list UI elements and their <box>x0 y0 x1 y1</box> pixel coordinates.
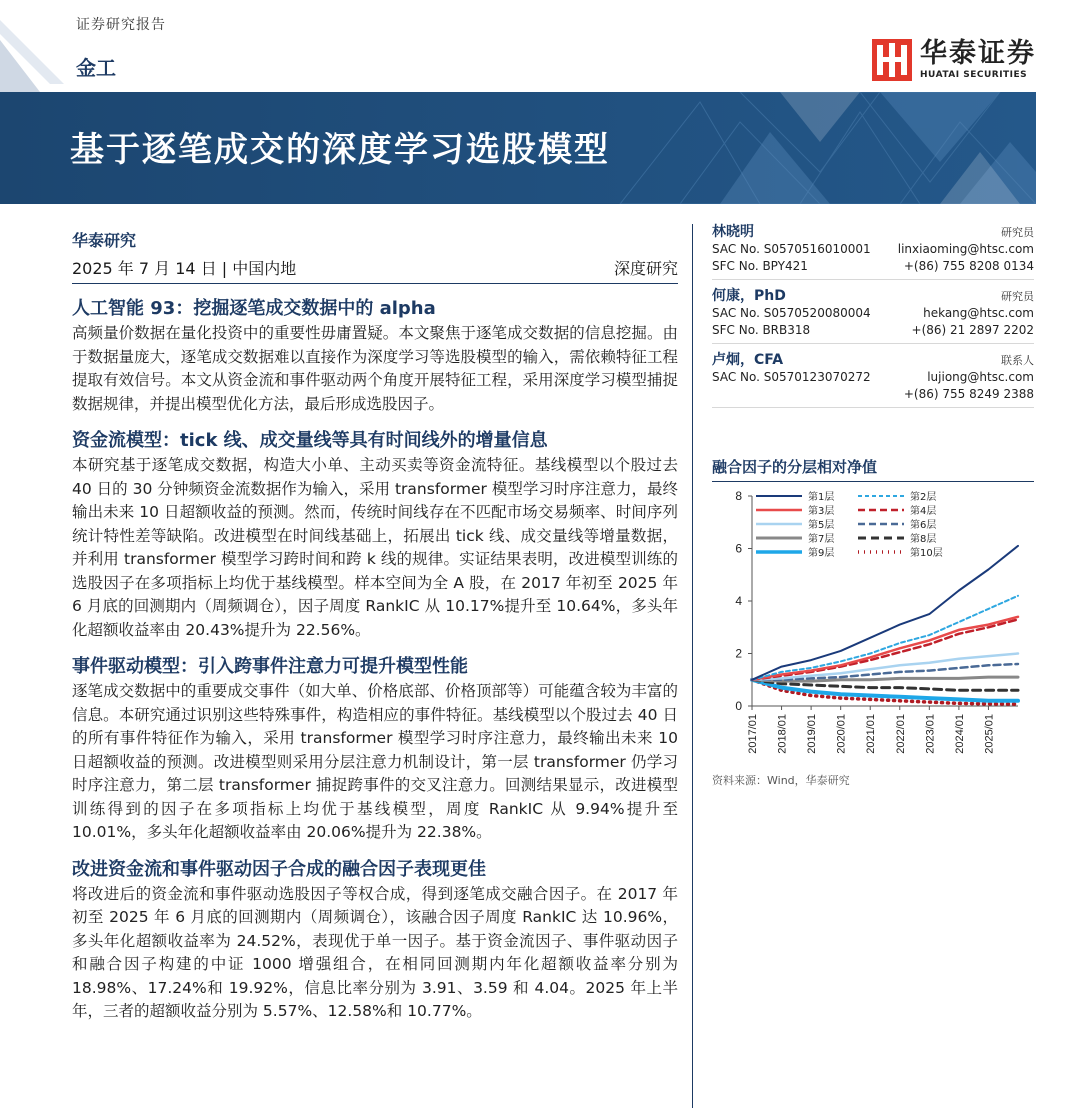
logo-text-cn: 华泰证券 <box>920 38 1036 69</box>
legend-label: 第10层 <box>910 548 943 559</box>
analyst-sfc: SFC No. BRB318 <box>712 323 811 337</box>
chart-source: 资料来源：Wind，华泰研究 <box>712 774 850 787</box>
x-tick-label: 2020/01 <box>835 714 848 754</box>
page-title: 基于逐笔成交的深度学习选股模型 <box>70 130 610 170</box>
chart-area <box>712 484 1034 766</box>
section-heading: 事件驱动模型：引入跨事件注意力可提升模型性能 <box>72 656 468 677</box>
legend-label: 第7层 <box>808 534 835 545</box>
analyst-email[interactable]: lujiong@htsc.com <box>927 370 1034 384</box>
x-tick-label: 2019/01 <box>806 714 819 754</box>
y-tick-label: 8 <box>735 489 742 503</box>
x-tick-label: 2018/01 <box>776 714 789 754</box>
analyst-phone: +(86) 21 2897 2202 <box>911 323 1034 337</box>
analyst-email[interactable]: hekang@htsc.com <box>923 306 1034 320</box>
legend-label: 第2层 <box>910 492 937 503</box>
x-tick-label: 2025/01 <box>983 714 996 754</box>
y-tick-label: 0 <box>735 699 742 713</box>
analyst-sfc: SFC No. BPY421 <box>712 259 808 273</box>
legend-label: 第9层 <box>808 548 835 559</box>
legend-label: 第8层 <box>910 534 937 545</box>
legend-label: 第5层 <box>808 520 835 531</box>
section-heading: 人工智能 93：挖掘逐笔成交数据中的 alpha <box>72 298 436 319</box>
section-ai93 <box>72 296 678 416</box>
layered-nav-chart <box>712 484 1034 766</box>
section-heading: 资金流模型：tick 线、成交量线等具有时间线外的增量信息 <box>72 430 548 451</box>
analyst-name: 何康，PhD <box>712 288 786 304</box>
analyst-panel <box>712 224 1034 416</box>
section-heading: 改进资金流和事件驱动因子合成的融合因子表现更佳 <box>72 858 486 880</box>
x-tick-label: 2017/01 <box>747 714 759 754</box>
y-tick-label: 4 <box>735 594 742 608</box>
analyst-role: 研究员 <box>1001 226 1034 239</box>
report-type-label: 证券研究报告 <box>76 17 166 33</box>
section-fusion-factor <box>72 857 678 1024</box>
analyst-name: 林晓明 <box>712 224 754 240</box>
x-tick-label: 2022/01 <box>894 714 907 754</box>
section-body: 逐笔成交数据中的重要成交事件（如大单、价格底部、价格顶部等）可能蕴含较为丰富的信息。本研究通过识别这些特殊事件，构造相应的事件特征。基线模型以个股过去 40 日的所有事件特征作为输入，采用 transformer 模型学习时序注意力，最终输出未来 10 日超额收益的预测。改进模型则采用分层注意力机制设计，第一层 transformer 仍学习时序注意力，第二层 transformer 捕捉跨事件的交叉注意力。回测结果显示，改进模型训练得到的因子在多项指标上均优于基线模型，周度 RankIC 从 9.94%提升至 10.01%，多头年化超额收益率由 20.06%提升为 22.38%。 <box>72 682 678 841</box>
chart-title: 融合因子的分层相对净值 <box>712 456 1034 482</box>
section-capital-flow <box>72 428 678 642</box>
analyst-email[interactable]: linxiaoming@htsc.com <box>897 242 1034 256</box>
legend-label: 第6层 <box>910 520 937 531</box>
company-logo <box>872 36 1036 84</box>
logo-text-en: HUATAI SECURITIES <box>920 70 1028 80</box>
analyst-role: 联系人 <box>1001 354 1034 367</box>
x-tick-label: 2024/01 <box>953 714 966 754</box>
doc-type: 深度研究 <box>613 259 678 278</box>
title-banner <box>0 92 1036 204</box>
section-body: 高频量价数据在量化投资中的重要性毋庸置疑。本文聚焦于逐笔成交数据的信息挖掘。由于数据量庞大，逐笔成交数据难以直接作为深度学习等选股模型的输入，需依赖特征工程提取有效信号。本文从资金流和事件驱动两个角度开展特征工程，采用深度学习模型捕捉数据规律，并提出模型优化方法，最后形成选股因子。 <box>72 324 678 413</box>
dateline <box>72 254 678 284</box>
analyst-phone: +(86) 755 8249 2388 <box>903 387 1034 401</box>
analyst-role: 研究员 <box>1001 290 1034 303</box>
date-region: 2025 年 7 月 14 日 | 中国内地 <box>72 259 297 278</box>
analyst-sac: SAC No. S0570516010001 <box>712 242 871 256</box>
legend-label: 第1层 <box>808 492 835 503</box>
section-tag: 金工 <box>76 56 116 80</box>
page-header <box>0 0 1080 92</box>
analyst-name: 卢炯，CFA <box>712 352 784 368</box>
column-divider <box>692 224 693 1108</box>
org-name: 华泰研究 <box>72 231 137 250</box>
analyst-phone: +(86) 755 8208 0134 <box>903 259 1034 273</box>
x-tick-label: 2021/01 <box>865 714 878 754</box>
analyst-card <box>712 224 1034 280</box>
logo-mark-icon <box>872 39 912 81</box>
section-body: 将改进后的资金流和事件驱动选股因子等权合成，得到逐笔成交融合因子。在 2017 年初至 2025 年 6 月底的回测期内（周频调仓），该融合因子周度 RankIC 达 10.96%，多头年化超额收益率为 24.52%，表现优于单一因子。基于资金流因子、事件驱动因子和融合因子构建的中证 1000 增强组合，在相同回测期内年化超额收益率分别为 18.98%、17.24%和 19.92%，信息比率分别为 3.91、3.59 和 4.04。2025 年上半年，三者的超额收益分别为 5.57%、12.58%和 10.77%。 <box>72 884 678 1020</box>
section-body: 本研究基于逐笔成交数据，构造大小单、主动买卖等资金流特征。基线模型以个股过去 40 日的 30 分钟频资金流数据作为输入，采用 transformer 模型学习时序注意力，最终输出未来 10 日超额收益的预测。然而，传统时间线存在不匹配市场交易频率、时间序列统计特性差等缺陷。改进模型在时间线基础上，拓展出 tick 线、成交量线等增量数据，并利用 transformer 模型学习跨时间和跨 k 线的规律。实证结果表明，改进模型训练的选股因子在多项指标上均优于基线模型。样本空间为全 A 股，在 2017 年初至 2025 年 6 月底的回测期内（周频调仓），因子周度 RankIC 从 10.17%提升至 10.64%，多头年化超额收益率由 20.43%提升为 22.56%。 <box>72 456 678 639</box>
y-tick-label: 2 <box>735 646 742 661</box>
series-line <box>752 619 1018 679</box>
y-tick-label: 6 <box>735 541 742 556</box>
section-event-driven <box>72 654 678 845</box>
corner-stripes-decoration <box>0 0 70 92</box>
legend-label: 第3层 <box>808 506 835 517</box>
main-content <box>72 228 678 1024</box>
analyst-sac: SAC No. S0570520080004 <box>712 306 871 320</box>
series-line <box>752 546 1018 680</box>
legend-label: 第4层 <box>910 506 937 517</box>
x-tick-label: 2023/01 <box>924 714 937 754</box>
analyst-sac: SAC No. S0570123070272 <box>712 370 871 384</box>
analyst-card <box>712 352 1034 408</box>
analyst-card <box>712 288 1034 344</box>
